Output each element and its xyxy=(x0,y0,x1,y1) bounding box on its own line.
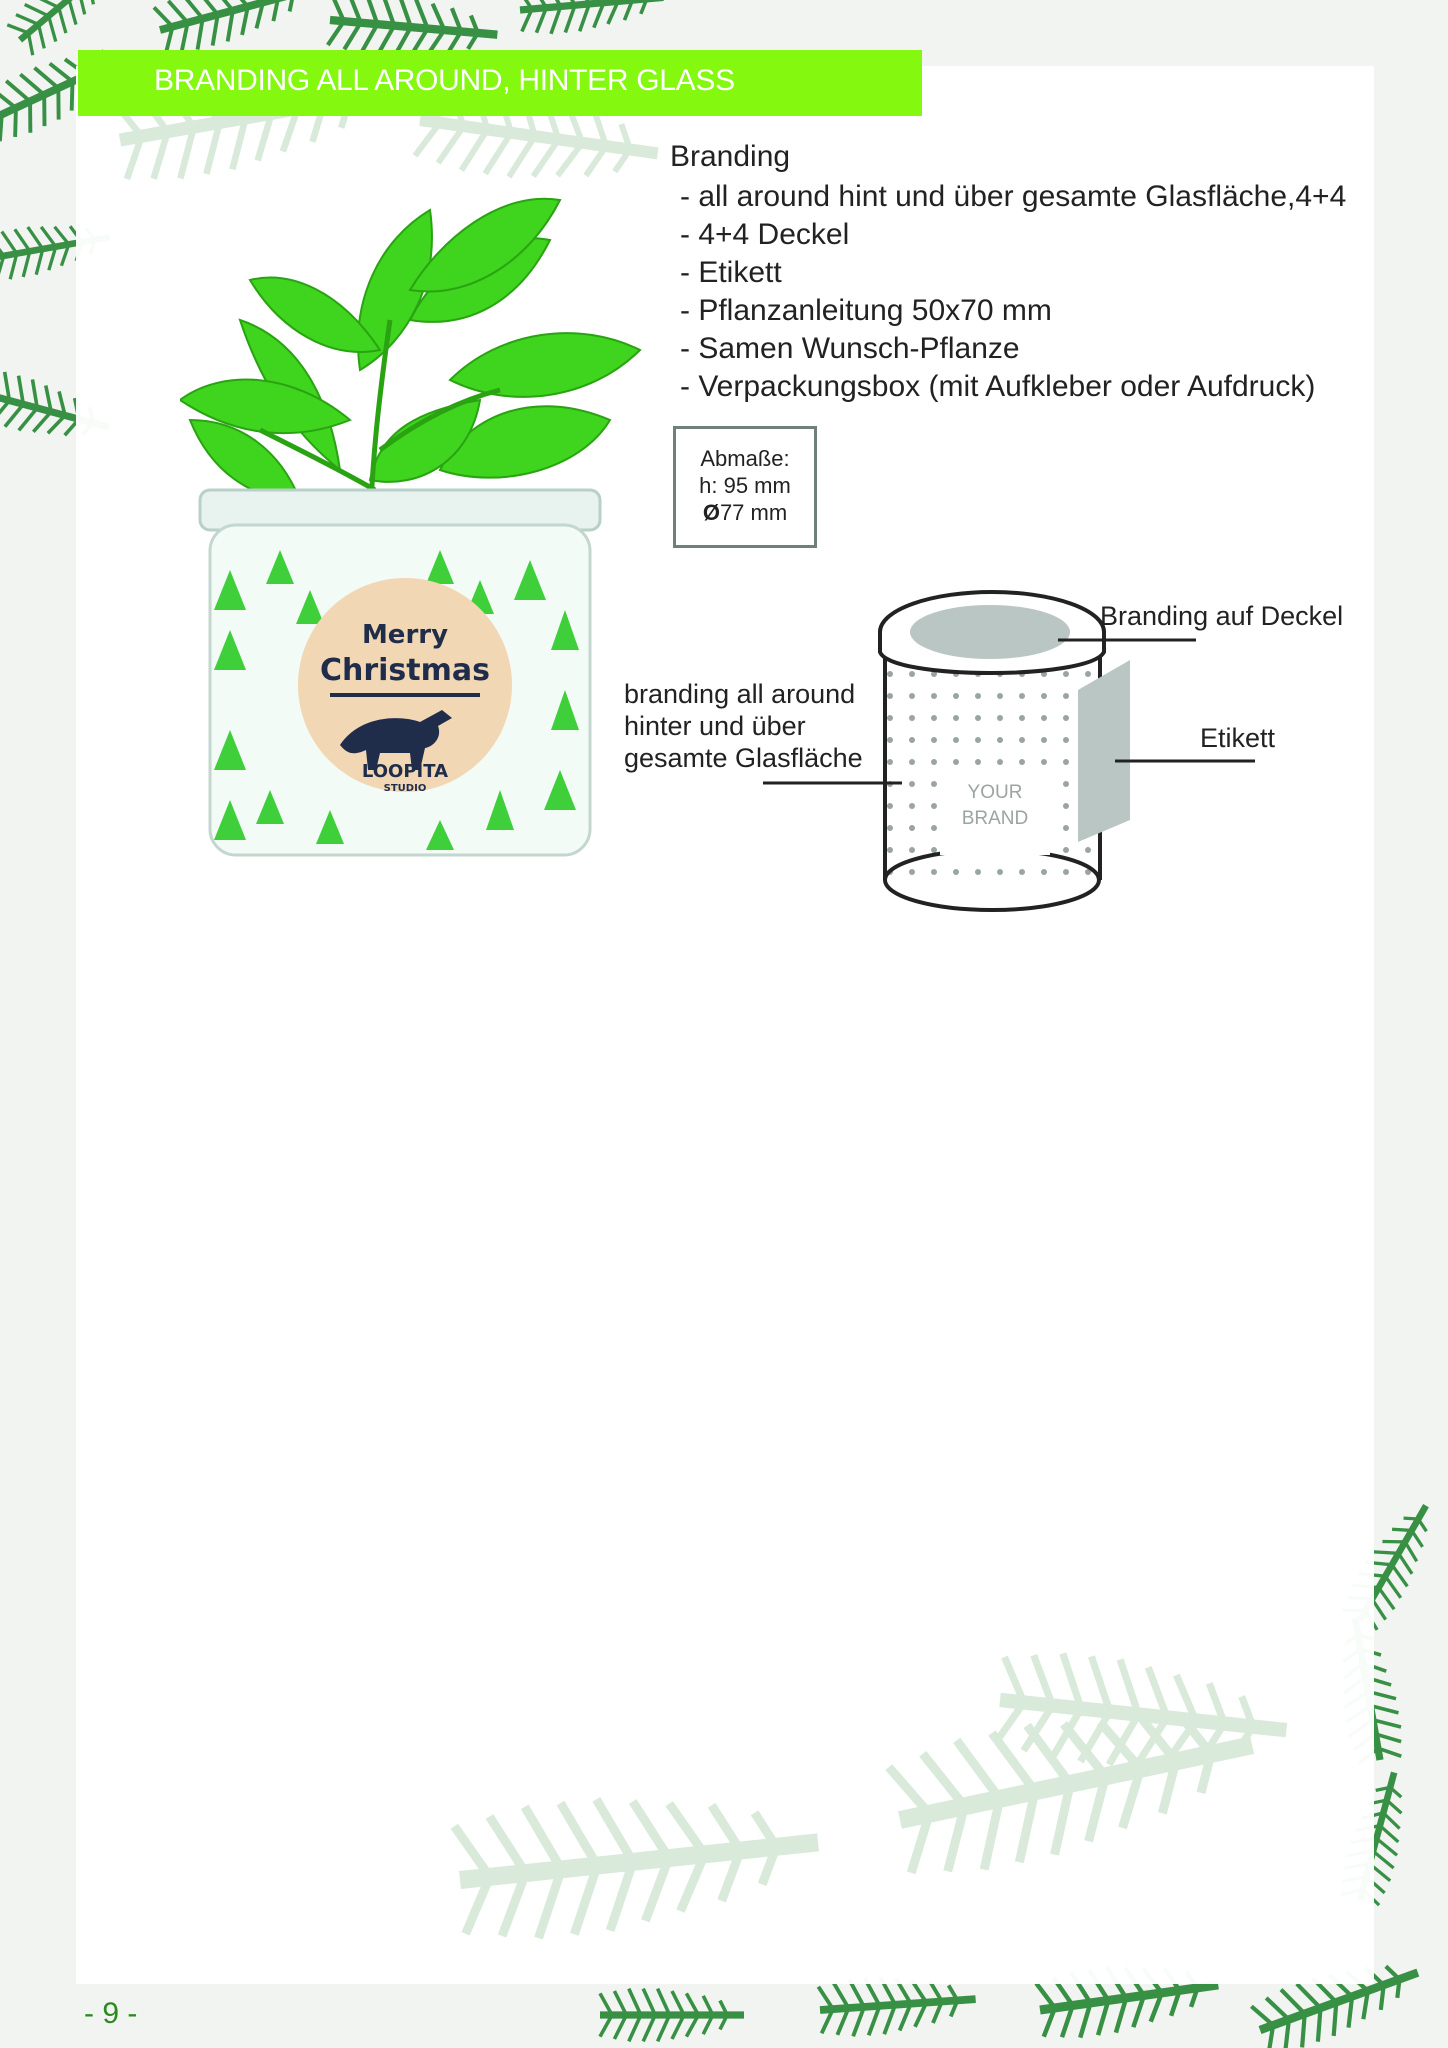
spec-item: - Pflanzanleitung 50x70 mm xyxy=(680,294,1052,327)
lid-branding-area xyxy=(910,605,1070,659)
diagram-brand-line1: YOUR xyxy=(967,782,1023,803)
diameter-icon: Ø xyxy=(702,500,720,525)
page-title: BRANDING ALL AROUND, HINTER GLASS xyxy=(154,64,735,97)
label-caption: Etikett xyxy=(1200,723,1276,753)
glass-branding-line: hinter und über xyxy=(624,711,806,741)
dimensions-diameter-row xyxy=(676,499,814,526)
sticker-brand: LOOPITA xyxy=(361,761,449,782)
glass-branding-line: gesamte Glasfläche xyxy=(624,743,863,773)
product-photo xyxy=(180,170,660,890)
label-sticker xyxy=(1078,660,1130,842)
glass-branding-label xyxy=(624,678,863,774)
jar-diagram xyxy=(620,580,1380,930)
dimensions-height: h: 95 mm xyxy=(699,473,791,498)
glass-branding-line: branding all around xyxy=(624,679,856,709)
sticker-merry: Merry xyxy=(361,620,449,650)
dimensions-title: Abmaße: xyxy=(700,446,790,471)
dimensions-diameter: 77 mm xyxy=(719,500,788,525)
spec-title: Branding xyxy=(670,140,791,173)
sticker-brand-sub: STUDIO xyxy=(383,783,427,794)
lid-branding-label: Branding auf Deckel xyxy=(1100,601,1344,631)
spec-item: - Etikett xyxy=(680,256,782,289)
dimensions-box xyxy=(673,426,817,548)
basil-plant xyxy=(180,199,640,500)
spec-item: - Verpackungsbox (mit Aufkleber oder Aufdruck) xyxy=(680,370,1316,403)
spec-item: - 4+4 Deckel xyxy=(680,218,850,251)
diagram-brand-line2: BRAND xyxy=(961,808,1029,829)
page-number: - 9 - xyxy=(84,1997,138,2030)
spec-item: - Samen Wunsch-Pflanze xyxy=(680,332,1020,365)
sticker-christmas: Christmas xyxy=(319,653,491,688)
spec-item: - all around hint und über gesamte Glasfläche,4+4 xyxy=(680,180,1347,213)
spec-list xyxy=(680,178,1346,406)
